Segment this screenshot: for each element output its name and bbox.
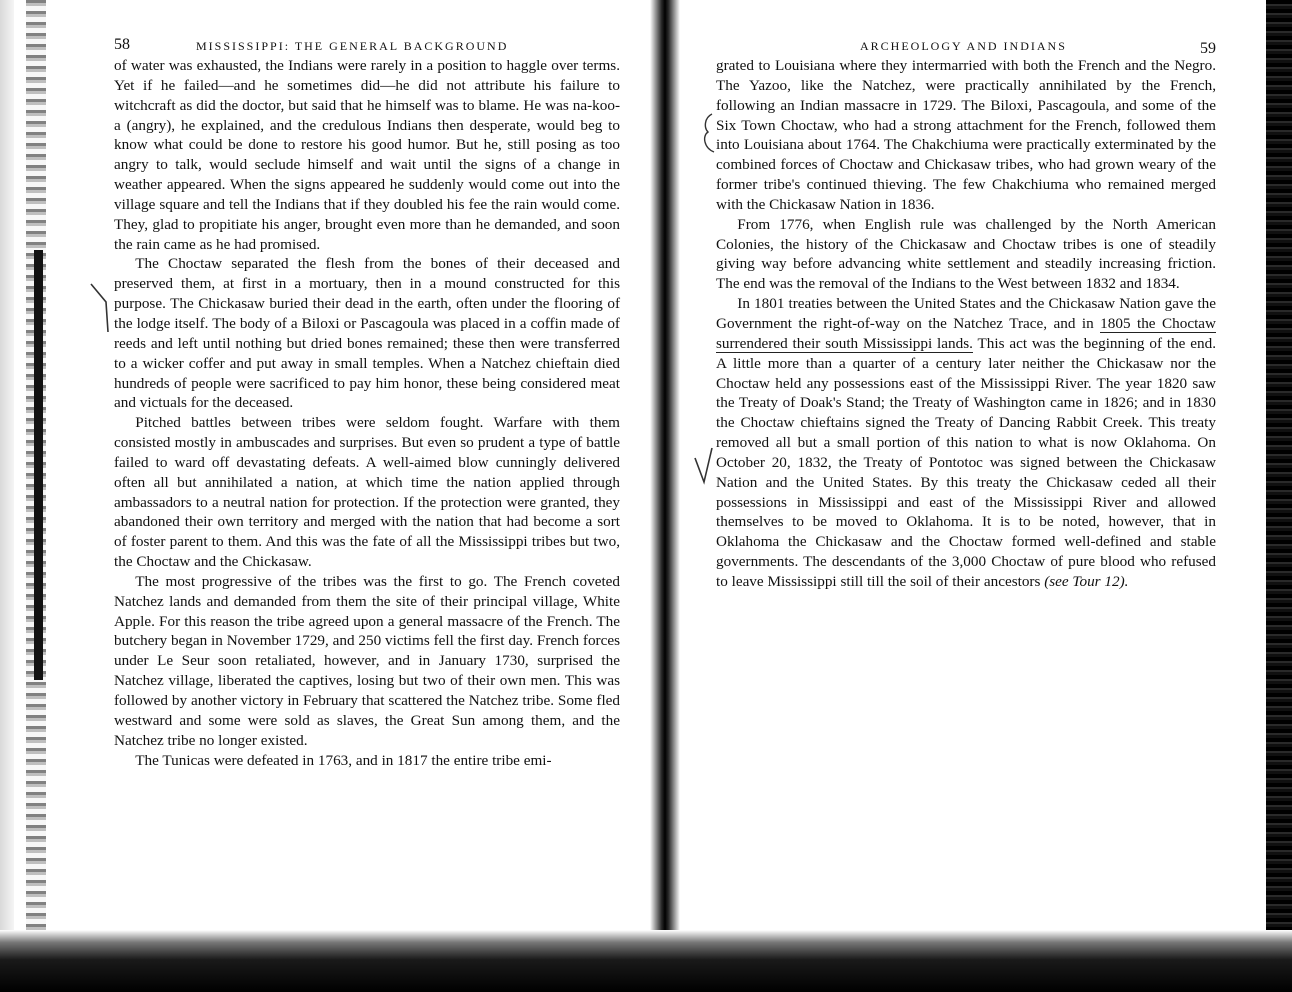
right-page <box>716 34 1216 592</box>
left-paragraph-1: of water was exhausted, the Indians were rarely in a position to haggle over terms. Yet if he failed—and he sometimes did—he did not attribute his failure to witchcraft as did the doctor, but said that he himself was to blame. He was na-koo-a (angry), he explained, and the credulous Indians then desperate, would beg to know what could be done to restore his good humor. But he, still posing as too angry to talk, would seclude himself and wait until the signs of a change in weather appeared. When the signs appeared he suddenly would come out into the village square and tell the Indians that if they doubled his fee the rain would come. They, glad to propitiate his anger, brought even more than he demanded, and soon the rain came as he had promised. <box>114 57 620 253</box>
left-paragraph-5: The Tunicas were defeated in 1763, and in 1817 the entire tribe emi- <box>135 751 552 769</box>
right-running-header <box>716 34 1216 56</box>
right-page-number: 59 <box>1200 40 1216 57</box>
scan-edge-bottom <box>0 930 1292 992</box>
left-body-text <box>114 56 620 770</box>
left-paragraph-4: The most progressive of the tribes was the first to go. The French coveted Natchez lands and demanded from them the site of their principal village, White Apple. For this reason the tribe agreed upon a general massacre of the French. The butchery began in November 1729, and 250 victims fell the first day. French forces under Le Seur soon retaliated, however, and in January 1730, surprised the Natchez village, liberated the captives, losing but two of their own men. This was followed by another victory in February that scattered the Natchez tribe. Some fled westward and some were sold as slaves, the Great Sun among them, and the Natchez tribe no longer existed. <box>114 572 620 749</box>
left-paragraph-2: The Choctaw separated the flesh from the bones of their deceased and preserved them, at first in a mortuary, then in a mound constructed for this purpose. The Chickasaw buried their dead in the earth, often under the flooring of the lodge itself. The body of a Biloxi or Pascagoula was placed in a coffin made of reeds and left until nothing but dried bones remained; these then were transferred to a wicker coffer and put away in small temples. When a Natchez chieftain died hundreds of people were sacrificed to pay him honor, these being considered meat and victuals for the deceased. <box>114 255 620 412</box>
book-gutter <box>650 0 680 992</box>
right-paragraph-1: grated to Louisiana where they intermarried with both the French and the Negro. The Yazoo, like the Natchez, were practically annihilated by the French, following an Indian massacre in 1729. The Biloxi, Pascagoula, and some of the Six Town Choctaw, who had a strong attachment for the French, followed them into Louisiana about 1764. The Chakchiuma were practically exterminated by the combined forces of Choctaw and Chickasaw tribes, who had grown weary of the former tribe's continued thieving. The few Chakchiuma who remained merged with the Chickasaw Nation in 1836. <box>716 57 1216 213</box>
right-paragraph-2: From 1776, when English rule was challenged by the North American Colonies, the history of the Chickasaw and Choctaw tribes is one of steadily giving way before advancing white settlement and steadily increasing friction. The end was the removal of the Indians to the West between 1832 and 1834. <box>716 215 1216 293</box>
right-paragraph-3-start: In 1801 treaties between the United States and the Chickasaw Nation gave the Government the right-of-way on the Natchez Trace, and in <box>716 295 1216 332</box>
left-paragraph-3: Pitched battles between tribes were seldom fought. Warfare with them consisted mostly in ambuscades and surprises. But even so prudent a type of battle failed to ward off devastating defeats. A well-aimed blow cunningly delivered often all but annihilated a nation, at which time the nation applied through ambassadors to a neutral nation for protection. If the protection were granted, they abandoned their own territory and merged with the nation that had become a sort of foster parent to them. And this was the fate of all the Mississippi tribes but two, the Choctaw and the Chickasaw. <box>114 414 620 571</box>
left-page-number: 58 <box>114 36 130 53</box>
binding-strip-left <box>34 250 43 680</box>
right-running-head: ARCHEOLOGY AND INDIANS <box>860 39 1067 53</box>
right-margin-check-icon <box>692 446 716 490</box>
right-paragraph-3-end: This act was the beginning of the end. A little more than a quarter of a century later neither the Chickasaw nor the Choctaw held any possessions east of the Mississippi River. The year 1820 saw the Treaty of Doak's Stand; the Treaty of Washington came in 1826; and in 1830 the Choctaw chieftains signed the Treaty of Dancing Rabbit Creek. This treaty removed all but a small portion of this nation to what is now Oklahoma. On October 20, 1832, the Treaty of Pontotoc was signed between the Chickasaw Nation and the United States. By this treaty the Chickasaw ceded all their possessions in Mississippi and east of the Mississippi River and allowed themselves to be moved to Oklahoma. It is to be noted, however, that in Oklahoma the Chickasaw and the Choctaw formed well-defined and stable governments. The descendants of the 3,000 Choctaw of pure blood who refused to leave Mississippi still till the soil of their ancestors <box>716 334 1216 590</box>
left-running-header <box>114 34 620 56</box>
right-margin-bracket-icon <box>700 112 716 156</box>
underlined-passage: 1805 the Choctaw surrendered their south Mississippi lands. <box>716 314 1216 352</box>
tour-reference: (see Tour 12). <box>1044 572 1129 590</box>
left-running-head: MISSISSIPPI: THE GENERAL BACKGROUND <box>196 39 509 53</box>
left-margin-check-icon <box>88 280 118 336</box>
right-body-text <box>716 56 1216 592</box>
scan-edge-right <box>1266 0 1292 992</box>
right-paragraph-3 <box>716 294 1216 592</box>
left-page <box>114 34 620 770</box>
scan-edge-left <box>0 0 14 992</box>
